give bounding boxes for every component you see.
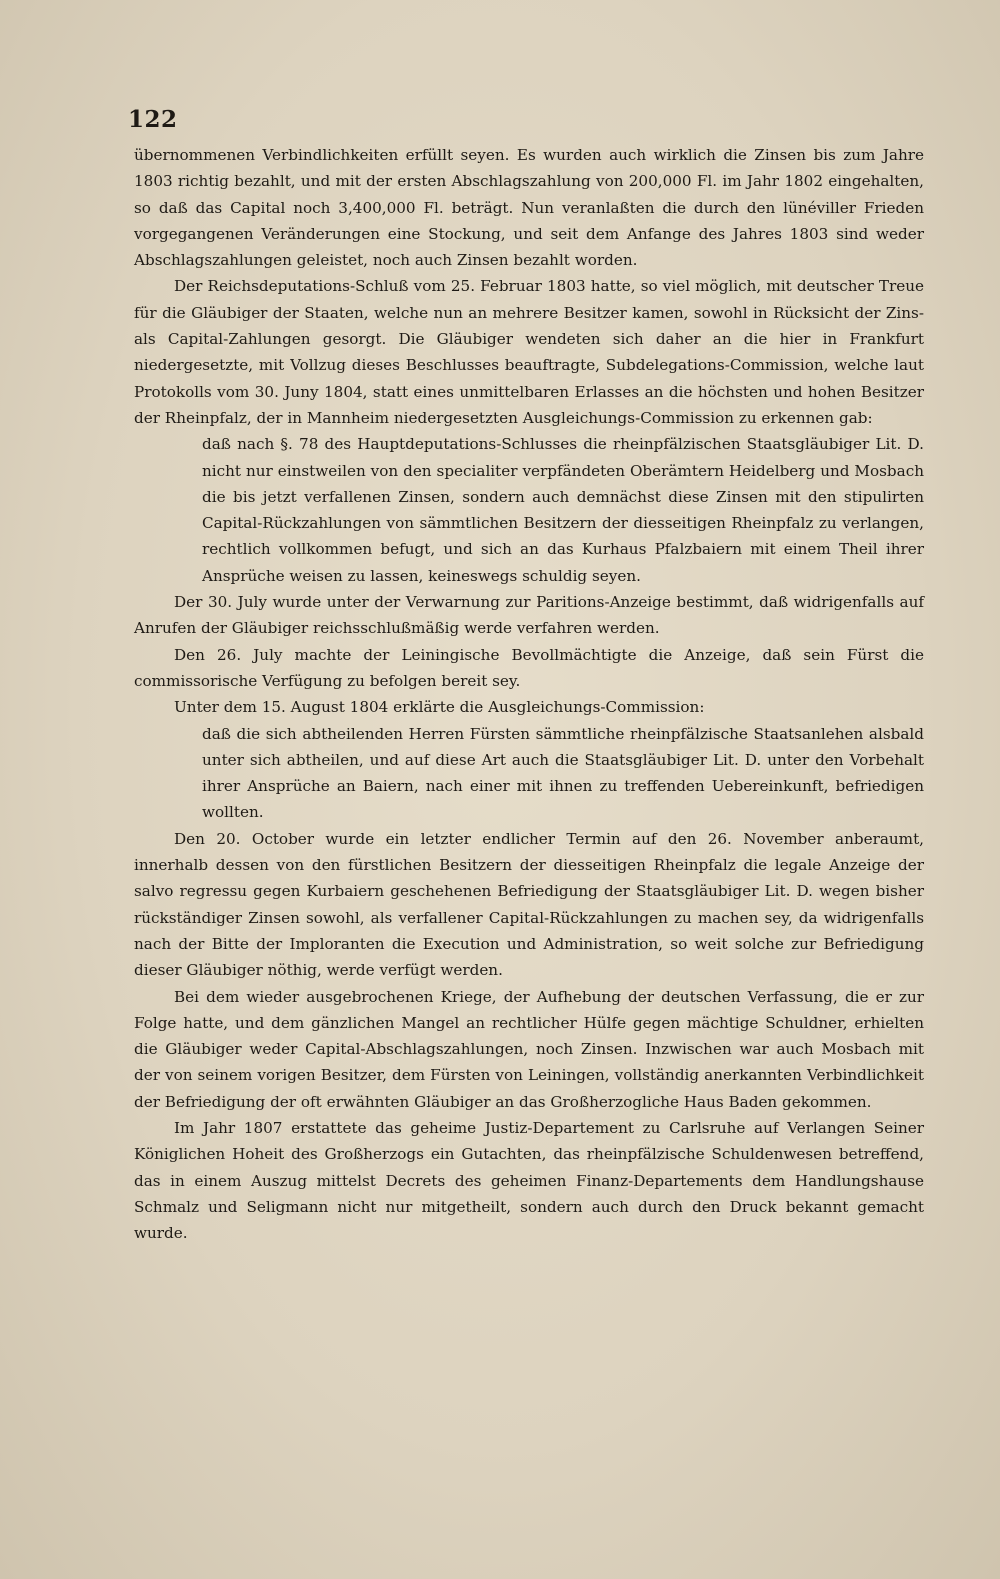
quoted-paragraph-2: daß die sich abtheilenden Herren Fürsten sämmtliche rheinpfälzische Staatsanlehen alsbald unter sich abtheilen, und auf diese Art auch die Staatsgläubiger Lit. D. unter den Vorbehalt ihrer Ansprüche an Baiern, nach einer mit ihnen zu treffenden Uebereinkunft, befriedigen wollten. [202, 724, 924, 822]
paragraph-1: übernommenen Verbindlichkeiten erfüllt seyen. Es wurden auch wirklich die Zinsen bis zum Jahre 1803 richtig bezahlt, und mit der ersten Abschlagszahlung von 200,000 Fl. im Jahr 1802 eingehalten, so daß das Capital noch 3,400,000 Fl. beträgt. Nun veranlaßten die durch den lünéviller Frieden vorgegangenen Veränderungen eine Stockung, und seit dem Anfange des Jahres 1803 sind weder Abschlagszahlungen geleistet, noch auch Zinsen bezahlt worden. [134, 146, 924, 270]
paragraph-8: Im Jahr 1807 erstattete das geheime Justiz-Departement zu Carlsruhe auf Verlangen Seiner Königlichen Hoheit des Großherzogs ein Gutachten, das rheinpfälzische Schuldenwesen betreffend, das in einem Auszug mittelst Decrets des geheimen Finanz-Departements dem Handlungshause Schmalz und Seligmann nicht nur mitgetheilt, sondern auch durch den Druck bekannt gemacht wurde. [134, 1118, 924, 1243]
paragraph-6: Den 20. October wurde ein letzter endlicher Termin auf den 26. November anberaumt, innerhalb dessen von den fürstlichen Besitzern der diesseitigen Rheinpfalz die legale Anzeige der salvo regressu gegen Kurbaiern geschehenen Befriedigung der Staatsgläubiger Lit. D. wegen bisher rückständiger Zinsen sowohl, als verfallener Capital-Rückzahlungen zu machen sey, da widrigenfalls nach der Bitte der Imploranten die Execution und Administration, so weit solche zur Befriedigung dieser Gläubiger nöthig, werde verfügt werden. [134, 829, 924, 980]
paragraph-7: Bei dem wieder ausgebrochenen Kriege, der Aufhebung der deutschen Verfassung, die er zur Folge hatte, und dem gänzlichen Mangel an rechtlicher Hülfe gegen mächtige Schuldner, erhielten die Gläubiger weder Capital-Abschlagszahlungen, noch Zinsen. Inzwischen war auch Mosbach mit der von seinem vorigen Besitzer, dem Fürsten von Leiningen, vollständig anerkannten Verbindlichkeit der Befriedigung der oft erwähnten Gläubiger an das Großherzogliche Haus Baden gekommen. [134, 987, 924, 1111]
body-text [134, 142, 924, 1246]
paragraph-2: Der Reichsdeputations-Schluß vom 25. Februar 1803 hatte, so viel möglich, mit deutscher Treue für die Gläubiger der Staaten, welche nun an mehrere Besitzer kamen, sowohl in Rücksicht der Zins- als Capital-Zahlungen gesorgt. Die Gläubiger wendeten sich daher an die hier in Frankfurt niedergesetzte, mit Vollzug dieses Beschlusses beauftragte, Subdelegations-Commission, welche laut Protokolls vom 30. Juny 1804, statt eines unmittelbaren Erlasses an die höchsten und hohen Besitzer der Rheinpfalz, der in Mannheim niedergesetzten Ausgleichungs-Commission zu erkennen gab: [134, 277, 924, 427]
paragraph-4: Den 26. July machte der Leiningische Bevollmächtigte die Anzeige, daß sein Fürst die commissorische Verfügung zu befolgen bereit sey. [134, 645, 924, 690]
paragraph-3: Der 30. July wurde unter der Verwarnung zur Paritions-Anzeige bestimmt, daß widrigenfalls auf Anrufen der Gläubiger reichsschlußmäßig werde verfahren werden. [134, 593, 924, 638]
page-number: 122 [128, 106, 178, 133]
paragraph-5: Unter dem 15. August 1804 erklärte die Ausgleichungs-Commission: [174, 698, 705, 717]
quoted-paragraph-1: daß nach §. 78 des Hauptdeputations-Schlusses die rheinpfälzischen Staatsgläubiger Lit. D. nicht nur einstweilen von den specialiter verpfändeten Oberämtern Heidelberg und Mosbach die bis jetzt verfallenen Zinsen, sondern auch demnächst diese Zinsen mit den stipulirten Capital-Rückzahlungen von sämmtlichen Besitzern der diesseitigen Rheinpfalz zu verlangen, rechtlich vollkommen befugt, und sich an das Kurhaus Pfalzbaiern mit einem Theil ihrer Ansprüche weisen zu lassen, keineswegs schuldig seyen. [202, 435, 924, 585]
